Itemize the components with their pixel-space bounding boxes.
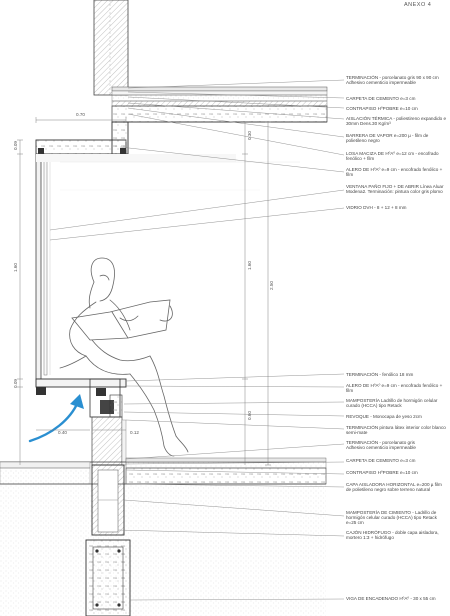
dim-030: 0.30 [247,131,252,140]
label-11: MAMPOSTERÍA Ladrillo de hormigón celular curado (HCCA) tipo Retack [346,398,438,409]
label-detail: Adhesivo cementicio impermeable [346,445,416,451]
label-19: CAJÓN HIDRÓFUGO - doble capa aisladora, mortero 1:3 + hidrófugo [346,530,439,541]
label-title: TERMINACIÓN - porcelanato gris 90 x 90 cm [346,75,439,80]
annex-title: ANEXO 4 [404,2,432,8]
label-7: VENTANA PAÑO FIJO + DE ABRIR Línea Aluar Modena2. Terminación: pintura color gris plomo [346,184,444,195]
label-10: ALERO DE HºAº e=9 cm - encofrado fenólico + film [346,383,443,394]
label-1: CARPETA DE CEMENTO e=3 cm [346,96,416,101]
label-12: REVOQUE - Monocapa de yeso 2cm [346,414,422,419]
label-18: MAMPOSTERÍA DE CIMIENTO - Ladrillo de hormigón celular curado (HCCA) tipo Retack e=25 cm [346,510,437,526]
label-20: VIGA DE ENCADENADO HºAº - 30 x 55 cm [346,596,436,601]
label-16: CONTRAPISO HºPOBRE e=10 cm [346,470,418,475]
label-5: LOSA MACIZA DE HºAº e=12 cm - encofrado fenólico + film [346,151,439,162]
dim-160-mid: 1.60 [247,261,252,270]
label-9: TERMINACIÓN - fenólico 18 mm [346,372,414,377]
dim-250: 2.50 [269,281,274,290]
label-detail: Adhesivo cementicio impermeable [346,80,416,86]
label-14 [346,440,448,450]
label-15: CARPETA DE CEMENTO e=3 cm [346,458,416,463]
label-2: CONTRAPISO HºPOBRE e=10 cm [346,106,418,111]
label-6: ALERO DE HºAº e=9 cm - encofrado fenólico + film [346,167,443,178]
label-13: TERMINACIÓN pintura látex interior color blanco semi-mate [346,425,446,436]
label-8: VIDRIO DVH - 8 + 12 + 8 mm [346,205,407,210]
label-3: AISLACIÓN TÉRMICA - poliestireno expandido e 30mm Dens.30 Kg/m³ [346,116,447,127]
label-0 [346,75,448,85]
label-4: BARRERA DE VAPOR e=200 µ - film de polietileno negro [346,133,429,144]
dim-012: 0.12 [130,430,139,435]
label-title: TERMINACIÓN - porcelanato gris [346,440,415,445]
dim-160-left: 1.60 [13,263,18,272]
dim-070: 0.70 [76,112,85,117]
dim-009-top: 0.09 [13,141,18,150]
label-17: CAPA AISLADORA HORIZONTAL e=200 µ film de polietileno negro sobre terreno natural [346,482,442,493]
dim-040: 0.40 [58,430,67,435]
dim-009-bottom: 0.09 [13,379,18,388]
dim-060: 0.60 [247,411,252,420]
